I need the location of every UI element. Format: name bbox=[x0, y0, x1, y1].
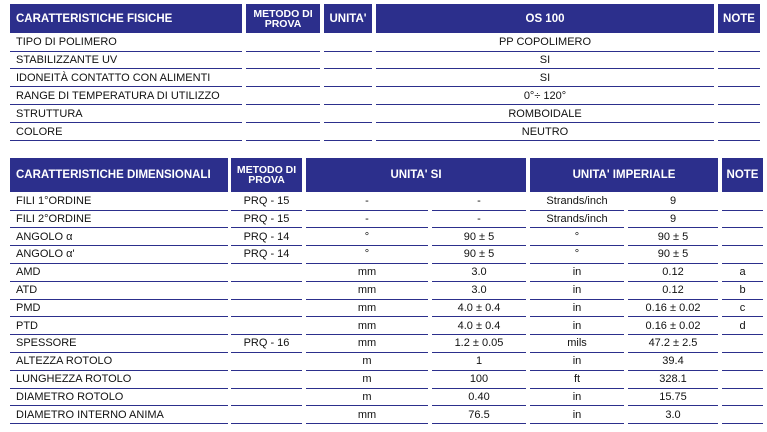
row-note bbox=[722, 211, 763, 229]
row-value: SI bbox=[376, 70, 714, 88]
row-unit bbox=[324, 88, 372, 106]
row-method: PRQ - 16 bbox=[231, 335, 302, 353]
row-note bbox=[718, 34, 760, 52]
row-si-value: - bbox=[432, 211, 526, 229]
row-label: ALTEZZA ROTOLO bbox=[10, 353, 228, 371]
row-si-value: 4.0 ± 0.4 bbox=[432, 318, 526, 336]
row-label: COLORE bbox=[10, 124, 242, 142]
row-note bbox=[722, 389, 763, 407]
row-label: LUNGHEZZA ROTOLO bbox=[10, 371, 228, 389]
row-imp-unit: Strands/inch bbox=[530, 211, 624, 229]
row-note: b bbox=[722, 282, 763, 300]
row-imp-unit: mils bbox=[530, 335, 624, 353]
row-note bbox=[718, 52, 760, 70]
row-imp-value: 39.4 bbox=[628, 353, 718, 371]
row-method bbox=[231, 407, 302, 425]
physical-header-notes: NOTE bbox=[718, 4, 760, 33]
row-si-value: 0.40 bbox=[432, 389, 526, 407]
row-method: PRQ - 15 bbox=[231, 211, 302, 229]
row-si-unit: mm bbox=[306, 282, 428, 300]
row-si-value: 90 ± 5 bbox=[432, 229, 526, 247]
row-imp-value: 0.12 bbox=[628, 264, 718, 282]
row-label: RANGE DI TEMPERATURA DI UTILIZZO bbox=[10, 88, 242, 106]
row-si-value: 76.5 bbox=[432, 407, 526, 425]
row-method bbox=[231, 371, 302, 389]
row-imp-value: 0.16 ± 0.02 bbox=[628, 318, 718, 336]
row-note bbox=[722, 229, 763, 247]
row-method: PRQ - 15 bbox=[231, 193, 302, 211]
row-method bbox=[246, 52, 320, 70]
row-si-unit: ° bbox=[306, 229, 428, 247]
row-note bbox=[718, 124, 760, 142]
row-imp-value: 15.75 bbox=[628, 389, 718, 407]
row-si-unit: m bbox=[306, 353, 428, 371]
row-imp-unit: ° bbox=[530, 246, 624, 264]
row-value: ROMBOIDALE bbox=[376, 106, 714, 124]
row-si-unit: mm bbox=[306, 300, 428, 318]
row-imp-unit: in bbox=[530, 300, 624, 318]
row-label: FILI 1°ORDINE bbox=[10, 193, 228, 211]
row-method bbox=[246, 124, 320, 142]
row-imp-unit: ° bbox=[530, 229, 624, 247]
row-note: d bbox=[722, 318, 763, 336]
row-si-unit: mm bbox=[306, 335, 428, 353]
row-method: PRQ - 14 bbox=[231, 229, 302, 247]
physical-header-characteristics: CARATTERISTICHE FISICHE bbox=[10, 4, 242, 33]
row-imp-value: 0.12 bbox=[628, 282, 718, 300]
dimensional-header-characteristics: CARATTERISTICHE DIMENSIONALI bbox=[10, 158, 228, 192]
physical-header-product: OS 100 bbox=[376, 4, 714, 33]
row-imp-value: 90 ± 5 bbox=[628, 246, 718, 264]
row-imp-value: 9 bbox=[628, 211, 718, 229]
physical-header-unit: UNITA' bbox=[324, 4, 372, 33]
row-method bbox=[246, 106, 320, 124]
row-method bbox=[231, 264, 302, 282]
row-label: ANGOLO α' bbox=[10, 246, 228, 264]
row-imp-unit: ft bbox=[530, 371, 624, 389]
row-value: SI bbox=[376, 52, 714, 70]
row-method bbox=[231, 389, 302, 407]
row-label: DIAMETRO INTERNO ANIMA bbox=[10, 407, 228, 425]
row-method bbox=[231, 318, 302, 336]
row-si-unit: mm bbox=[306, 407, 428, 425]
row-imp-value: 47.2 ± 2.5 bbox=[628, 335, 718, 353]
row-imp-unit: in bbox=[530, 264, 624, 282]
row-si-unit: m bbox=[306, 371, 428, 389]
row-si-value: - bbox=[432, 193, 526, 211]
row-label: TIPO DI POLIMERO bbox=[10, 34, 242, 52]
row-label: FILI 2°ORDINE bbox=[10, 211, 228, 229]
row-si-unit: mm bbox=[306, 264, 428, 282]
row-note bbox=[718, 106, 760, 124]
row-note bbox=[722, 335, 763, 353]
row-unit bbox=[324, 70, 372, 88]
row-si-value: 3.0 bbox=[432, 282, 526, 300]
row-label: STABILIZZANTE UV bbox=[10, 52, 242, 70]
row-si-value: 1 bbox=[432, 353, 526, 371]
row-imp-unit: in bbox=[530, 407, 624, 425]
row-imp-unit: in bbox=[530, 318, 624, 336]
row-si-unit: ° bbox=[306, 246, 428, 264]
row-note: c bbox=[722, 300, 763, 318]
row-imp-value: 90 ± 5 bbox=[628, 229, 718, 247]
row-label: ANGOLO α bbox=[10, 229, 228, 247]
row-si-unit: - bbox=[306, 193, 428, 211]
row-note bbox=[722, 407, 763, 425]
row-method bbox=[231, 353, 302, 371]
row-imp-unit: in bbox=[530, 282, 624, 300]
row-label: PTD bbox=[10, 318, 228, 336]
dimensional-header-imperial: UNITA' IMPERIALE bbox=[530, 158, 718, 192]
row-note bbox=[718, 88, 760, 106]
row-method bbox=[246, 70, 320, 88]
row-method bbox=[231, 282, 302, 300]
row-imp-value: 9 bbox=[628, 193, 718, 211]
row-note bbox=[722, 371, 763, 389]
row-unit bbox=[324, 124, 372, 142]
row-si-unit: - bbox=[306, 211, 428, 229]
row-method bbox=[246, 88, 320, 106]
row-value: 0°÷ 120° bbox=[376, 88, 714, 106]
row-imp-unit: Strands/inch bbox=[530, 193, 624, 211]
row-unit bbox=[324, 34, 372, 52]
row-imp-value: 3.0 bbox=[628, 407, 718, 425]
row-value: NEUTRO bbox=[376, 124, 714, 142]
row-si-value: 100 bbox=[432, 371, 526, 389]
row-label: ATD bbox=[10, 282, 228, 300]
row-si-unit: m bbox=[306, 389, 428, 407]
row-note bbox=[722, 353, 763, 371]
row-imp-value: 328.1 bbox=[628, 371, 718, 389]
dimensional-header-notes: NOTE bbox=[722, 158, 763, 192]
row-note bbox=[722, 193, 763, 211]
dimensional-header-method: METODO DI PROVA bbox=[231, 158, 302, 192]
row-imp-unit: in bbox=[530, 389, 624, 407]
row-note: a bbox=[722, 264, 763, 282]
row-label: SPESSORE bbox=[10, 335, 228, 353]
row-method bbox=[231, 300, 302, 318]
row-label: PMD bbox=[10, 300, 228, 318]
row-method: PRQ - 14 bbox=[231, 246, 302, 264]
row-si-value: 4.0 ± 0.4 bbox=[432, 300, 526, 318]
row-label: AMD bbox=[10, 264, 228, 282]
row-si-value: 3.0 bbox=[432, 264, 526, 282]
row-si-value: 90 ± 5 bbox=[432, 246, 526, 264]
row-label: STRUTTURA bbox=[10, 106, 242, 124]
row-note bbox=[722, 246, 763, 264]
row-note bbox=[718, 70, 760, 88]
row-unit bbox=[324, 52, 372, 70]
dimensional-header-si: UNITA' SI bbox=[306, 158, 526, 192]
row-si-value: 1.2 ± 0.05 bbox=[432, 335, 526, 353]
row-label: DIAMETRO ROTOLO bbox=[10, 389, 228, 407]
row-label: IDONEITÀ CONTATTO CON ALIMENTI bbox=[10, 70, 242, 88]
row-unit bbox=[324, 106, 372, 124]
row-si-unit: mm bbox=[306, 318, 428, 336]
physical-header-method: METODO DI PROVA bbox=[246, 4, 320, 33]
row-imp-unit: in bbox=[530, 353, 624, 371]
row-value: PP COPOLIMERO bbox=[376, 34, 714, 52]
row-method bbox=[246, 34, 320, 52]
row-imp-value: 0.16 ± 0.02 bbox=[628, 300, 718, 318]
